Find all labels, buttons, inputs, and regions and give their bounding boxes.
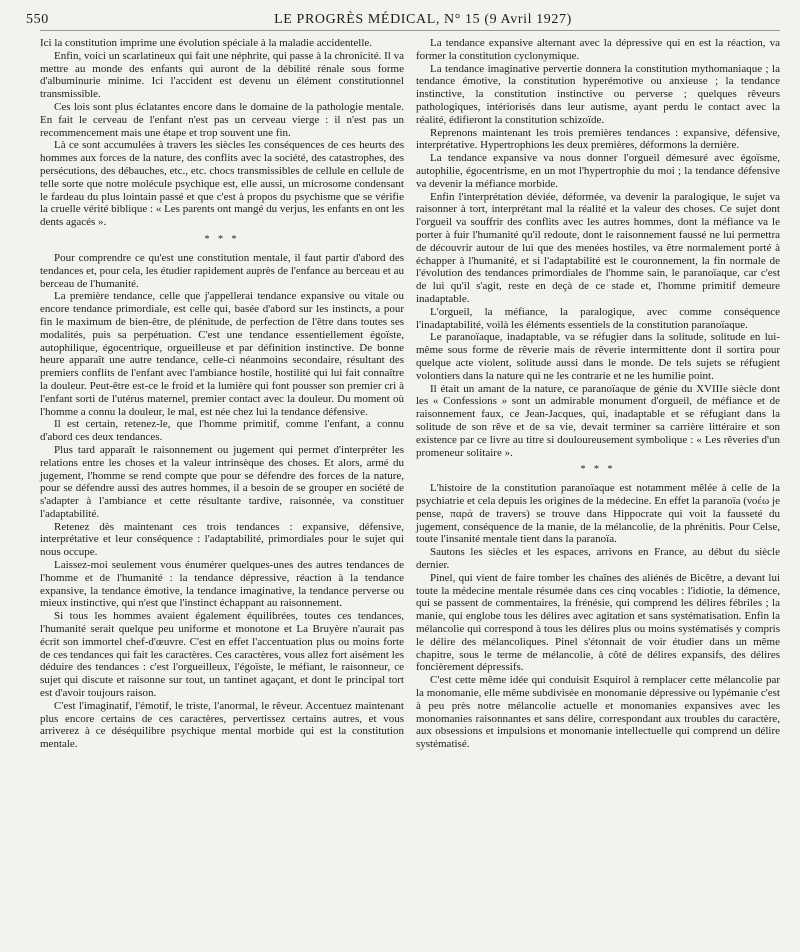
right-column: [416, 37, 780, 751]
paragraph: Reprenons maintenant les trois premières tendances : expansive, défensive, interprétative. Hypertrophions les deux premières, déformons la dernière.: [416, 126, 780, 152]
paragraph: Le paranoïaque, inadaptable, va se réfugier dans la solitude, solitude en lui-même sous forme de rêverie mais de rêverie intermittente dont il sortira pour quelque acte violent, solitude aussi dans le monde. De tels sujets se réfugient volontiers dans la nature qui ne les contrarie et ne les humilie point.: [416, 331, 780, 382]
paragraph: La tendance imaginative pervertie donnera la constitution mythomaniaque ; la tendance émotive, la constitution hyperémotive ou anxieuse ; la tendance instinctive, la constitution instinctive ou perverse ; quelques rêveurs pathologiques, intériorisés dans leur autisme, ayant perdu le contact avec la réalité, édifieront la constitution schizoïde.: [416, 62, 780, 126]
paragraph: Pour comprendre ce qu'est une constitution mentale, il faut partir d'abord des tendances et, pour cela, les étudier rapidement auprès de l'enfance au berceau et au berceau de l'humanité.: [40, 251, 404, 290]
paragraph: Plus tard apparaît le raisonnement ou jugement qui permet d'interpréter les relations entre les choses et la valeur intrinsèque des choses. Et alors, armé du jugement, l'homme se rend compte que pour se défendre des forces de la nature, pour se défendre aussi des autres hommes, il a besoin de se grouper en société de s'adapter à l'ambiance et cette résultante tardive, raisonnée, va constituer l'adaptabilité.: [40, 443, 404, 520]
paragraph: Sautons les siècles et les espaces, arrivons en France, au début du siècle dernier.: [416, 546, 780, 572]
paragraph: Si tous les hommes avaient également équilibrées, toutes ces tendances, l'humanité serait quelque peu uniforme et monotone et La Bruyère n'aurait pas écrit son immortel chef-d'œuvre. C'est en effet l'accentuation plus ou moins forte de ces tendances qui fait les caractères. Ces caractères, vous allez fort aisément les déduire des tendances : c'est l'orgueilleux, l'égoïste, le méfiant, le raisonneur, ce sujet qui discute et raisonne sur tout, un tantinet agaçant, et dont le principal tort est d'avoir toujours raison.: [40, 610, 404, 700]
paragraph: Il est certain, retenez-le, que l'homme primitif, comme l'enfant, a connu d'abord ces deux tendances.: [40, 418, 404, 444]
paragraph: La tendance expansive va nous donner l'orgueil démesuré avec égoïsme, autophilie, égocentrisme, en un mot l'hypertrophie du moi ; la tendance défensive va devenir la méfiance morbide.: [416, 152, 780, 190]
section-separator: * * *: [204, 233, 240, 245]
page-number: 550: [26, 12, 49, 27]
paragraph: C'est l'imaginatif, l'émotif, le triste, l'anormal, le rêveur. Accentuez maintenant plus encore certains de ces caractères, pervertissez certains autres, et vous arriverez à ce déséquilibre psychique mental morbide qui est la constitution mentale.: [40, 699, 404, 751]
paragraph: Laissez-moi seulement vous énumérer quelques-unes des autres tendances de l'homme et de l'humanité : la tendance dépressive, réaction à la tendance expansive, la tendance émotive, la tendance imaginative, la tendance perverse ou mieux instinctive, qui n'est que l'instinct échappant au raisonnement.: [40, 559, 404, 610]
paragraph: Enfin, voici un scarlatineux qui fait une néphrite, qui passe à la chronicité. Il va mettre au monde des enfants qui auront de la débilité rénale sous forme d'albuminurie minime. Ici l'accident est devenu un élément constitutionnel transmissible.: [40, 49, 404, 101]
page-header: [26, 12, 780, 31]
paragraph: La tendance expansive alternant avec la dépressive qui en est la réaction, va former la constitution cyclonymique.: [416, 37, 780, 62]
paragraph: L'histoire de la constitution paranoïaque est notamment mêlée à celle de la psychiatrie et cela depuis les origines de la médecine. En effet la paranoïa (νοέω je pense, παρά de travers) se trouve dans Hippocrate qui voit la fausseté du jugement, conséquence de la manie, de la mélancolie, de la phrénitis. Pour Celse, toute l'insanité mentale tient dans la paranoïa.: [416, 482, 780, 546]
left-column: [40, 37, 404, 751]
paragraph: Enfin l'interprétation déviée, déformée, va devenir la paralogique, le sujet va raisonner à tort, interprétant mal la réalité et la valeur des choses. Ce sujet dont l'orgueil va souffrir des conflits avec les autres hommes, dont la méfiance va le porter à fuir l'humanité qu'il redoute, dont le raisonnement faussé ne lui permettra de découvrir autour de lui que des menées hostiles, va être normalement porté à échapper à l'humanité, et si l'adaptabilité est le couronnement, la fin normale de l'évolution des tendances primordiales de l'homme sain, le paranoïaque, car c'est de lui qu'il s'agit, reste en deçà de ce stade et, l'homme primitif demeure inadaptable.: [416, 190, 780, 305]
paragraph: Ces lois sont plus éclatantes encore dans le domaine de la pathologie mentale. En fait le cerveau de l'enfant n'est pas un cerveau vierge : il n'est pas un recommencement mais une étape et trop souvent une fin.: [40, 100, 404, 139]
paragraph: Pinel, qui vient de faire tomber les chaînes des aliénés de Bicêtre, a devant lui toute la médecine mentale résumée dans ces cinq vocables : l'idiotie, la démence, qui se passent de commentaires, la frénésie, qui comprend les délires fébriles ; la manie, qui englobe tous les délires avec agitation et sans systématisation. Enfin la mélancolie qui correspond à tous les délires plus ou moins systématisés y compris le délire des mélancoliques. Pinel s'étonnait de voir étudier dans un même chapitre, sous le terme de mélancolie, à côté de délires expansifs, des délires foncièrement dépressifs.: [416, 571, 780, 674]
paragraph: Ici la constitution imprime une évolution spéciale à la maladie accidentelle.: [40, 37, 373, 49]
paragraph: C'est cette même idée qui conduisit Esquirol à remplacer cette mélancolie par la monomanie, elle même subdivisée en monomanie dépressive ou lypémanie c'est à peu près notre mélancolie actuelle et monomanies expansives avec les monomanies raisonnantes et sans délire, correspondant aux troubles du caractère, aux obsessions et impulsions et monomanie intellectuelle qui comprend un délire systématisé.: [416, 674, 780, 751]
paragraph: L'orgueil, la méfiance, la paralogique, avec comme conséquence l'inadaptabilité, voilà les éléments essentiels de la constitution paranoïaque.: [416, 305, 780, 331]
journal-title: LE PROGRÈS MÉDICAL, N° 15 (9 Avril 1927): [274, 12, 572, 27]
section-separator: * * *: [580, 464, 616, 476]
paragraph: Là ce sont accumulées à travers les siècles les conséquences de ces heurts des hommes aux forces de la nature, des conflits avec la société, des catastrophes, des persécutions, des débauches, etc., etc. chocs transmissibles de cellule en cellule de telle sorte que notre molécule psychique est, elle aussi, un microsome condensant le fardeau du plus lointain passé et que c'est à propos du psychisme que se vérifie la cruelle vérité biblique : « Les parents ont mangé du verjus, les enfants en ont les dents agacés ».: [40, 139, 404, 229]
text-columns: [40, 37, 780, 751]
paragraph: La première tendance, celle que j'appellerai tendance expansive ou vitale ou encore tendance primordiale, est celle qui, basée d'abord sur les instincts, a pour fin le maximum de bien-être, de plénitude, de perfection de l'être dans toutes ses modalités, puis sa perpétuation. C'est une tendance essentiellement égoïste, autophilique, égocentrique, orgueilleuse et par définition instinctive. De bonne heure apparaît une autre tendance, celle-ci néanmoins secondaire, résultant des premiers conflits de l'enfant avec l'ambiance hostile, hostilité qui lui fait connaître la douleur. Peut-être est-ce le froid et la lumière qui font pousser son premier cri à l'enfant sorti de l'utérus maternel, premier contact avec la douleur. Du moment où l'homme a connu la douleur, le mal, est née chez lui la tendance défensive.: [40, 290, 404, 418]
paragraph: Retenez dès maintenant ces trois tendances : expansive, défensive, interprétative et leur conséquence : l'adaptabilité, primordiales pour le sujet qui nous occupe.: [40, 520, 404, 559]
paragraph: Il était un amant de la nature, ce paranoïaque de génie du XVIIIe siècle dont les « Confessions » sont un admirable monument d'orgueil, de méfiance et de raisonnement faux, ce Jean-Jacques, qui, inadaptable et se réfugiant dans la solitude de son rêve et de sa vie, devait terminer sa carrière littéraire et son existence par ce livre au titre si douloureusement symbolique : « Les rêveries d'un promeneur solitaire ».: [416, 382, 780, 459]
